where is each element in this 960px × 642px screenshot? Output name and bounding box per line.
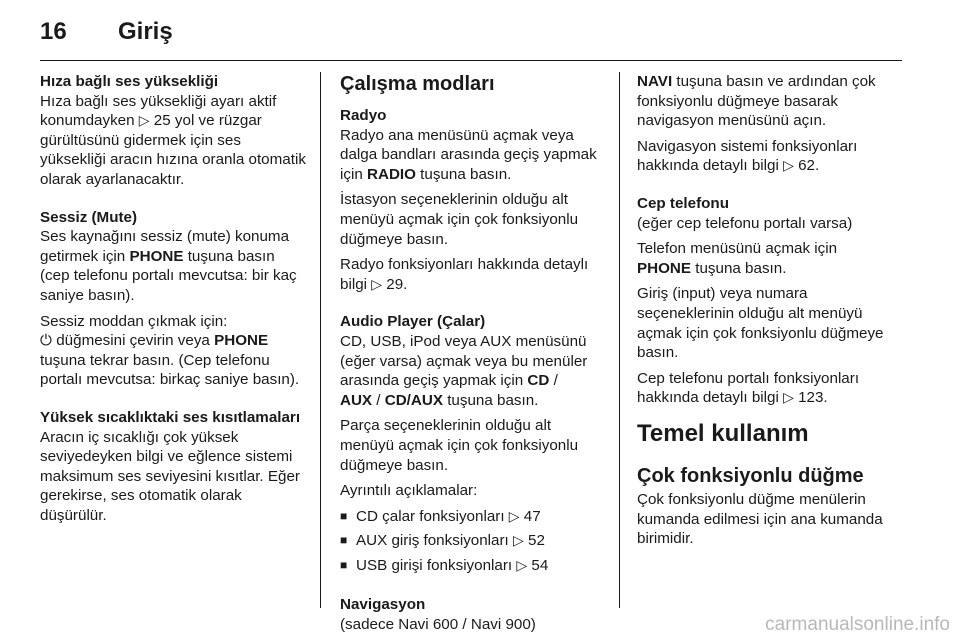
page-ref-link[interactable]: 25 (153, 112, 171, 130)
ref-arrow-icon: ▷ (508, 507, 520, 524)
navi-text-2: Navigasyon sistemi fonksiyonları hakkında detaylı bilgi ▷ 62. (637, 137, 858, 175)
audio-bullet-list (340, 507, 608, 576)
navi-text-1: NAVI tuşuna basın ve ardından çok fonksiyonlu düğmeye basarak navigasyon menüsünü açın. (637, 73, 876, 130)
radio-text-1: Radyo ana menüsünü açmak veya dalga bandları arasında geçiş yapmak için RADIO tuşuna basın. (340, 126, 597, 183)
radio-text-3: Radyo fonksiyonları hakkında detaylı bilgi ▷ 29. (340, 256, 589, 293)
column-3 (637, 72, 905, 555)
navigation-subtitle: (sadece Navi 600 / Navi 900) (340, 616, 536, 634)
ref-arrow-icon: ▷ (513, 532, 524, 549)
ref-arrow-icon: ▷ (783, 157, 794, 174)
radio-text-2: İstasyon seçeneklerinin olduğu alt menüyü açmak için çok fonksiyonlu düğmeye basın. (340, 191, 579, 248)
column-divider-1 (320, 72, 321, 608)
page-ref-link[interactable]: 54 (531, 556, 549, 574)
section-title-radio: Radyo (340, 107, 387, 124)
audio-text-2: Parça seçeneklerinin olduğu alt menüyü açmak için çok fonksiyonlu düğmeye basın. (340, 417, 579, 474)
ref-arrow-icon: ▷ (371, 275, 383, 292)
watermark: carmanualsonline.info (765, 614, 950, 635)
column-divider-2 (619, 72, 620, 608)
phone-text-2: Giriş (input) veya numara seçeneklerinin olduğu alt menüyü açmak için çok fonksiyonlu düğmeye basın. (637, 285, 884, 362)
ref-arrow-icon: ▷ (516, 556, 528, 573)
temperature-text: Aracın iç sıcaklığı çok yüksek seviyedeyken bilgi ve eğlence sistemi maksimum ses seviyesini kısıtlar. Eğer gerekirse, ses otomatik olarak düşürülür. (40, 428, 300, 524)
page-ref-link[interactable]: 52 (528, 532, 545, 550)
mute-text: Ses kaynağını sessiz (mute) konuma getirmek için PHONE tuşuna basın (cep telefonu portalı mevcutsa: bir kaç saniye basın). (40, 228, 297, 304)
speed-volume-text: Hıza bağlı ses yüksekliği ayarı aktif konumdayken ▷ 25 yol ve rüzgar gürültüsünü gidermek için ses yüksekliği aracın hızına oranla otomatik olarak ayarlanacaktır. (40, 92, 306, 188)
page-number: 16 (40, 18, 67, 45)
section-heading-basic-use: Temel kullanım (637, 419, 809, 447)
section-title-navigation: Navigasyon (340, 596, 426, 614)
power-knob-icon: ⏻ (40, 332, 53, 350)
audio-text-1: CD, USB, iPod veya AUX menüsünü (eğer varsa) açmak veya bu menüler arasında geçiş yapmak için CD / AUX / CD/AUX tuşuna basın. (340, 332, 588, 409)
phone-text-3: Cep telefonu portalı fonksiyonları hakkında detaylı bilgi ▷ 123. (637, 369, 860, 407)
section-title-mute: Sessiz (Mute) (40, 208, 138, 226)
section-title-phone: Cep telefonu (637, 194, 729, 212)
phone-subtitle: (eğer cep telefonu portalı varsa) (637, 214, 853, 232)
header-rule (40, 60, 902, 61)
page-ref-link[interactable]: 47 (523, 507, 541, 525)
list-item: ■ USB girişi fonksiyonları ▷ 54 (340, 556, 608, 576)
ref-arrow-icon: ▷ (138, 112, 150, 129)
page-header (40, 18, 902, 54)
unmute-text: Sessiz moddan çıkmak için: ⏻ düğmesini çevirin veya PHONE tuşuna tekrar basın. (Cep telefonu portalı mevcutsa: birkaç saniye basın). (40, 312, 300, 389)
section-heading-modes: Çalışma modları (340, 73, 495, 95)
chapter-title: Giriş (118, 18, 173, 45)
list-item: ■ AUX giriş fonksiyonları ▷ 52 (340, 531, 608, 551)
knob-text: Çok fonksiyonlu düğme menülerin kumanda edilmesi için ana kumanda birimidir. (637, 490, 883, 548)
section-title-temperature: Yüksek sıcaklıktaki ses kısıtlamaları (40, 408, 301, 426)
page-ref-link[interactable]: 29 (386, 275, 404, 293)
section-title-speed-volume: Hıza bağlı ses yüksekliği (40, 73, 219, 90)
ref-arrow-icon: ▷ (783, 389, 794, 406)
column-2 (340, 72, 608, 641)
section-title-multifunction-knob: Çok fonksiyonlu düğme (637, 464, 864, 487)
page-ref-link[interactable]: 123 (798, 389, 824, 407)
page-ref-link[interactable]: 62 (798, 157, 815, 175)
list-item: ■ CD çalar fonksiyonları ▷ 47 (340, 507, 608, 527)
phone-text-1: Telefon menüsünü açmak için PHONE tuşuna basın. (637, 240, 838, 277)
column-1 (40, 72, 308, 531)
section-title-audio-player: Audio Player (Çalar) (340, 313, 486, 331)
audio-text-3: Ayrıntılı açıklamalar: (340, 482, 478, 500)
